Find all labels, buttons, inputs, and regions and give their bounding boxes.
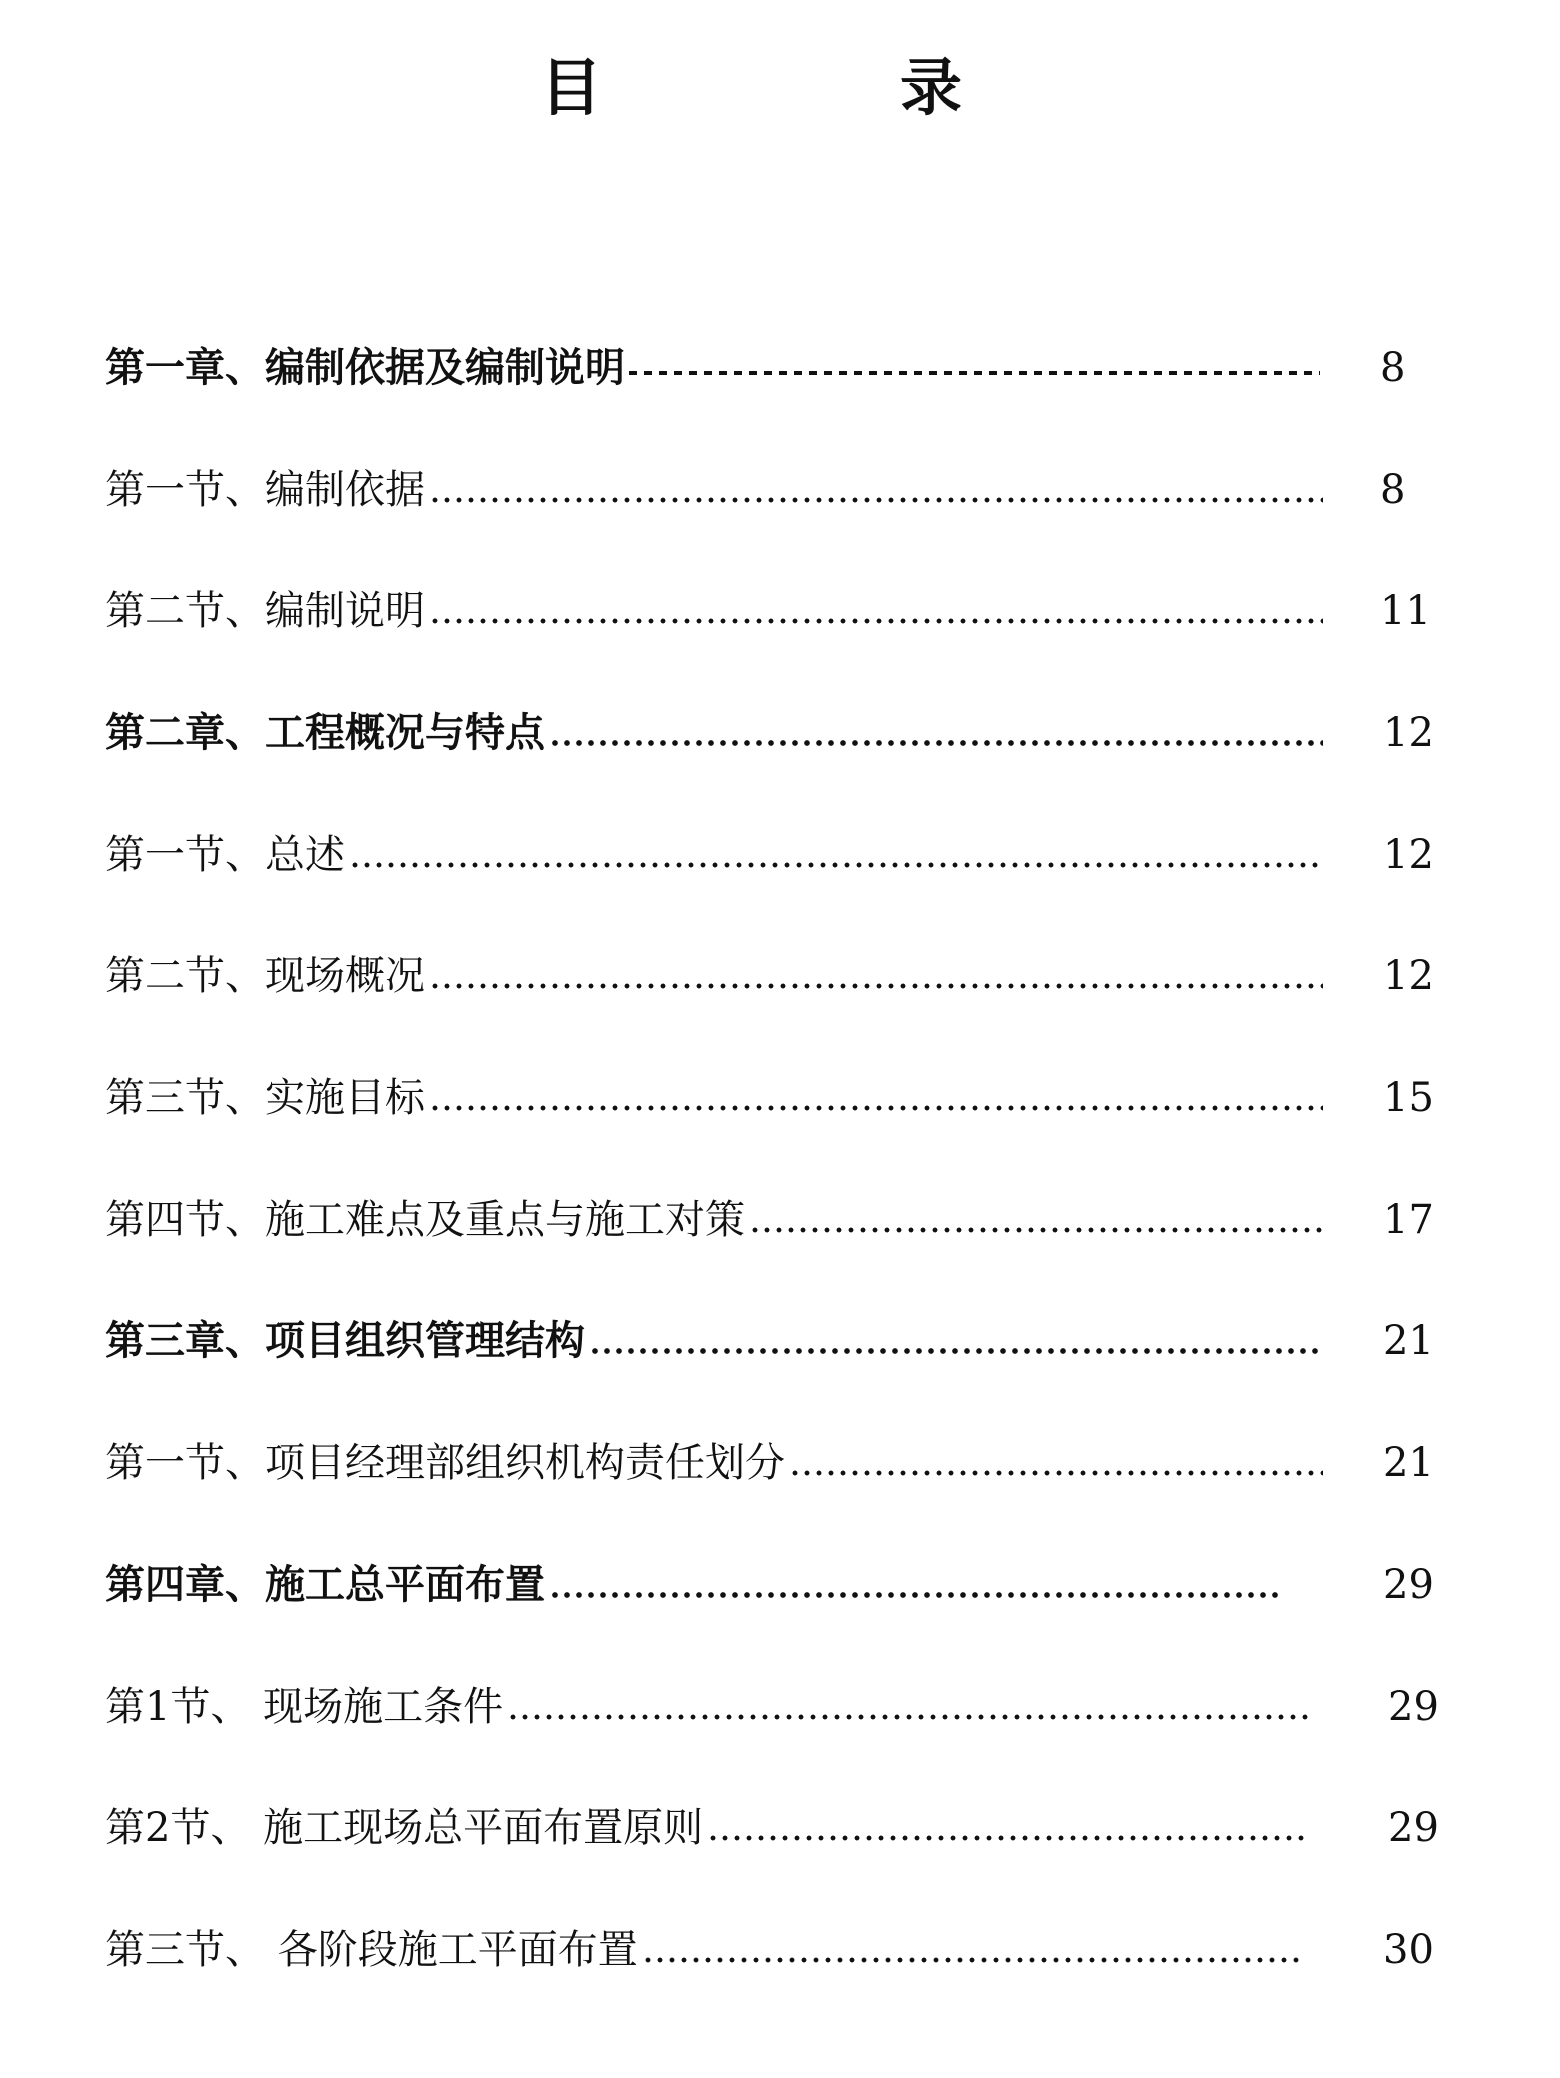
toc-entry-page: 29	[1388, 1684, 1439, 1730]
toc-entry-section-4-3[interactable]	[105, 1920, 1313, 1980]
toc-leader-dots	[429, 946, 1323, 1006]
toc-entry-page: 8	[1380, 345, 1406, 391]
title-char-lu: 录	[900, 51, 963, 124]
toc-entry-chapter-4[interactable]	[105, 1555, 1293, 1615]
toc-leader-dots	[789, 1433, 1323, 1493]
toc-entry-page: 21	[1383, 1440, 1434, 1486]
toc-leader-dots	[549, 703, 1323, 763]
toc-entry-section-2-4[interactable]	[105, 1190, 1333, 1250]
toc-entry-section-3-1[interactable]	[105, 1433, 1333, 1493]
toc-entry-section-2-2[interactable]	[105, 946, 1333, 1006]
toc-entry-label: 第三章、项目组织管理结构	[105, 1318, 585, 1364]
toc-entry-label: 第一章、编制依据及编制说明	[105, 345, 625, 391]
toc-entry-page: 12	[1383, 832, 1434, 878]
toc-entry-page: 12	[1383, 953, 1434, 999]
toc-entry-section-1-1[interactable]	[105, 460, 1333, 520]
toc-entry-label: 第1节、 现场施工条件	[105, 1684, 504, 1730]
toc-entry-page: 29	[1383, 1562, 1434, 1608]
toc-leader-dots	[429, 460, 1323, 520]
toc-leader-dots	[629, 338, 1320, 398]
toc-entry-label: 第2节、 施工现场总平面布置原则	[105, 1805, 704, 1851]
toc-entry-page: 11	[1380, 588, 1431, 634]
toc-leader-dots	[507, 1677, 1308, 1737]
toc-entry-label: 第三节、 各阶段施工平面布置	[105, 1927, 638, 1973]
toc-entry-page: 17	[1383, 1197, 1434, 1243]
toc-entry-page: 12	[1383, 710, 1434, 756]
toc-entry-label: 第四章、施工总平面布置	[105, 1562, 545, 1608]
toc-entry-section-4-2[interactable]	[105, 1798, 1318, 1858]
toc-entry-section-1-2[interactable]	[105, 581, 1333, 641]
toc-entry-label: 第二节、现场概况	[105, 953, 425, 999]
toc-entry-chapter-3[interactable]	[105, 1311, 1333, 1371]
toc-entry-label: 第二节、编制说明	[105, 588, 425, 634]
toc-entry-label: 第一节、项目经理部组织机构责任划分	[105, 1440, 785, 1486]
toc-entry-label: 第三节、实施目标	[105, 1075, 425, 1121]
toc-entry-section-2-3[interactable]	[105, 1068, 1333, 1128]
toc-entry-page: 8	[1380, 467, 1406, 513]
toc-entry-page: 30	[1383, 1927, 1434, 1973]
toc-leader-dots	[429, 1068, 1323, 1128]
toc-leader-dots	[349, 825, 1323, 885]
toc-leader-dots	[707, 1798, 1308, 1858]
toc-entry-page: 15	[1383, 1075, 1434, 1121]
title-char-mu: 目	[540, 51, 603, 124]
toc-leader-dots	[589, 1311, 1323, 1371]
page-title	[0, 48, 1560, 128]
toc-entry-label: 第一节、总述	[105, 832, 345, 878]
toc-leader-dots	[642, 1920, 1303, 1980]
toc-leader-dots	[749, 1190, 1323, 1250]
toc-entry-label: 第四节、施工难点及重点与施工对策	[105, 1197, 745, 1243]
toc-entry-section-2-1[interactable]	[105, 825, 1333, 885]
toc-leader-dots	[549, 1555, 1283, 1615]
toc-entry-page: 21	[1383, 1318, 1434, 1364]
toc-leader-dots	[429, 581, 1323, 641]
toc-entry-page: 29	[1388, 1805, 1439, 1851]
toc-entry-section-4-1[interactable]	[105, 1677, 1318, 1737]
toc-entry-chapter-2[interactable]	[105, 703, 1333, 763]
toc-entry-label: 第二章、工程概况与特点	[105, 710, 545, 756]
toc-entry-label: 第一节、编制依据	[105, 467, 425, 513]
toc-entry-chapter-1[interactable]	[105, 338, 1330, 398]
